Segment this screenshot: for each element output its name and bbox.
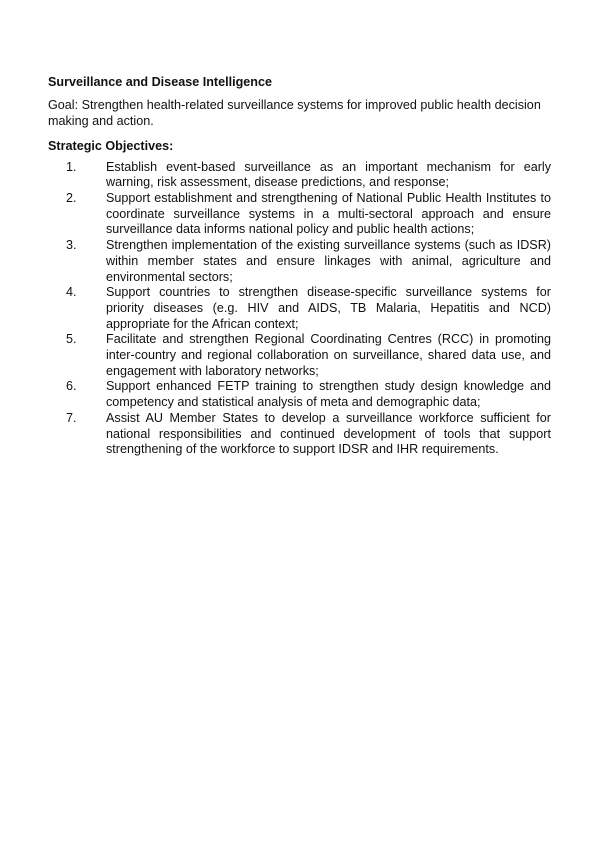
objective-text: Assist AU Member States to develop a surveillance workforce sufficient for national responsibilities and continued development of tools that support strengthening of the workforce to support IDSR and IHR requirements.: [106, 410, 551, 457]
objective-text: Support enhanced FETP training to strengthen study design knowledge and competency and statistical analysis of meta and demographic data;: [106, 379, 551, 410]
objective-number: 4.: [66, 285, 77, 300]
objective-number: 1.: [66, 159, 77, 174]
objective-item: [48, 238, 551, 285]
objective-text: Establish event-based surveillance as an important mechanism for early warning, risk assessment, disease predictions, and response;: [106, 159, 551, 190]
objective-text: Support countries to strengthen disease-specific surveillance systems for priority diseases (e.g. HIV and AIDS, TB Malaria, Hepatitis and NCD) appropriate for the African context;: [106, 285, 551, 331]
document-page: [48, 74, 551, 458]
objective-number: 5.: [66, 332, 77, 347]
objective-item: [48, 191, 551, 238]
goal-text: Goal: Strengthen health-related surveillance systems for improved public health decision making and action.: [48, 98, 541, 128]
objectives-list: [48, 160, 551, 458]
objective-number: 2.: [66, 191, 77, 205]
objective-text: Strengthen implementation of the existing surveillance systems (such as IDSR) within member states and ensure linkages with animal, agriculture and environmental sectors;: [106, 238, 551, 284]
objective-number: 7.: [66, 410, 77, 425]
objective-item: [48, 411, 551, 458]
objective-item: [48, 332, 551, 379]
objective-item: [48, 160, 551, 191]
objectives-heading: Strategic Objectives:: [48, 138, 174, 153]
objective-item: [48, 379, 551, 410]
objective-number: 6.: [66, 379, 77, 394]
objective-text: Support establishment and strengthening of National Public Health Institutes to coordinate surveillance systems in a multi-sectoral approach and ensure surveillance data informs national policy and public health actions;: [106, 191, 551, 237]
objective-number: 3.: [66, 238, 77, 253]
objective-text: Facilitate and strengthen Regional Coordinating Centres (RCC) in promoting inter-country and regional collaboration on surveillance, shared data use, and engagement with laboratory networks;: [106, 332, 551, 378]
objective-item: [48, 285, 551, 332]
section-title: Surveillance and Disease Intelligence: [48, 75, 272, 89]
